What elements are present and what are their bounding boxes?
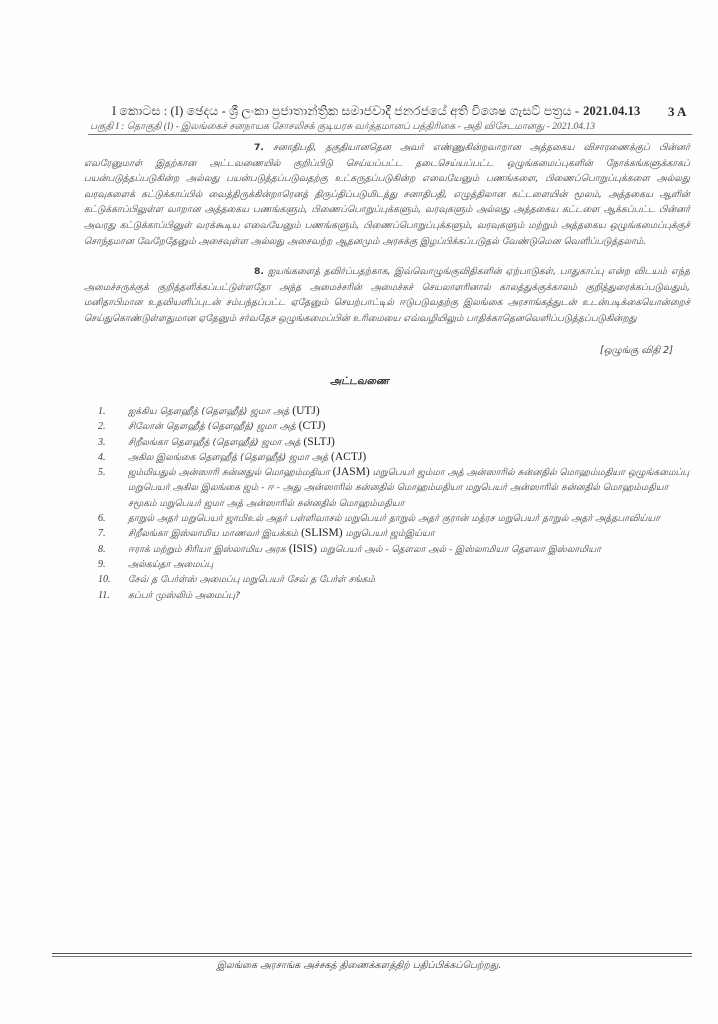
item-abbreviation: (UTJ) [292, 405, 320, 417]
schedule-item [98, 419, 698, 434]
item-number: 8. [98, 543, 106, 555]
printer-note: இலங்கை அரசாங்க அச்சகத் திணைக்களத்திற் பதிப்பிக்கப்பெற்றது. [216, 960, 502, 971]
item-abbreviation: (ACTJ) [331, 450, 367, 463]
item-number: 2. [98, 421, 106, 433]
footer-divider [52, 953, 692, 954]
item-aliases: மறுபெயர் ஜம்மா அத் அன்ஸாரில் சுன்னதில் மொஹம்மதியா ஒழுங்கமைப்பு மறுபெயர் அகில இலங்கை ஜம் - ஈ - அது அன்ஸாரில் சுன்னதில் மொஹம்மதியா மறுபெயர் அன்ஸாரில் சுன்னதில் மொஹம்மதியா சமூகம் மறுபெயர் ஜமா அத் அன்ஸாரில் சுன்னதில் மொஹம்மதியா [128, 467, 690, 509]
item-name: அல்கய்தா அமைப்பு [128, 558, 214, 570]
item-number: 1. [98, 406, 106, 417]
item-number: 3. [98, 436, 106, 448]
item-abbreviation: (SLISM) [301, 527, 343, 540]
footer-divider [52, 956, 692, 957]
item-abbreviation: (JASM) [332, 466, 370, 479]
paragraph-text: ஐயங்களைத் தவிர்ப்பதற்காக, இவ்வொழுங்குவிதிகளின் ஏற்பாடுகள், பாதுகாப்பு என்ற விடயம் எந்த அமைச்சருக்குக் குறித்தளிக்கப்பட்டுள்ளதோ அந்த அமைச்சரின் அமைச்சுச் செயலாளரினால் காலத்துக்குக்காலம் குறித்துரைக்கப்படுவதும், மனிதாபிமான உதவியளிப்புடன் சம்பந்தப்பட்ட ஏதேனும் செயற்பாட்டில் ஈடுபடுவதற்கு இலங்கை அரசாங்கத்துடன் உடன்படிக்கையொன்றைச் செய்துகொண்டுள்ளதுமான ஏதேனும் சர்வதேச ஒழுங்கமைப்பின் உரிமையை எவ்வழியிலும் பாதிக்காதெனவெளிப்படுத்தப்படுகின்றது [84, 266, 690, 324]
item-name: ஈராக் மற்றும் சிரியா இஸ்லாமிய அரசு [128, 543, 286, 555]
item-name: ஐக்கிய தௌஹீத் (தௌஹீத்) ஜமா அத் [128, 406, 290, 417]
paragraph-text: சனாதிபதி, தகுதியானதென அவர் எண்ணுகின்றவாறான அத்தகைய விசாரணைக்குப் பின்னர் எவரேனுமாள் இதற்கான அட்டவணையில் குறிப்பிடு செய்யப்பட்ட தடைசெய்யப்பட்ட ஒழுங்கமைப்புகளின் நோக்கங்களுக்காகப் பயன்படுத்தப்படுகின்ற அல்லது பயன்படுத்தப்படுவதற்கு உட்கருதப்படுகின்ற எவையேனும் பணங்களை, பிணைப்பொறுப்புக்களை அல்லது வரவுகளைக் கட்டுக்காப்பில் வைத்திருக்கின்றாரெனத் திருப்திப்படுமிடத்து சனாதிபதி, எழுத்திலான கட்டளையின் மூலம், அத்தகைய ஆளின் கட்டுக்காப்பிலுள்ள வாறான அத்தகைய பணங்களும், பிணைப்பொறுப்புக்களும், வரவுகளும் அல்லது அத்தகைய கட்டளை ஆக்கப்பட்ட பின்னர் அவரது கட்டுக்காப்பினுள் வரக்கூடிய எவையேனும் பணங்களும், பிணைப்பொறுப்புக்களும், வரவுகளும் மற்றும் அத்தகைய ஒழுங்கமைப்புக்குச் சொந்தமான வேறேதேனும் அசைவுள்ள அல்லது அசைவற்ற ஆதனமும் அரசுக்கு இழப்பிக்கப்படுதல் வேண்டுமென வெளிப்படுத்தலாம். [84, 142, 690, 247]
paragraph-7 [84, 140, 690, 249]
item-name: ஜம்மியதுல் அன்ஸாரி சுன்னதுல் மொஹம்மதியா [128, 467, 330, 479]
item-number: 9. [98, 558, 106, 570]
schedule-item [98, 542, 698, 557]
item-number: 5. [98, 467, 106, 479]
schedule-list [98, 404, 698, 603]
schedule-item [98, 511, 698, 526]
item-name: தாறுல் அதர் மறுபெயர் ஜாமிஉல் அதர் பள்ளிவாசல் மறுபெயர் தாறுல் அதர் குரான் மத்ரச மறுபெயர் தாறுல் அதர் அத்தபாவிய்யா [128, 513, 661, 525]
item-number: 10. [98, 574, 111, 586]
item-aliases: மறுபெயர் அல் - தௌலா அல் - இஸ்லாமியா தௌலா இஸ்லாமியா [319, 543, 601, 555]
header-date: 2021.04.13 [583, 104, 641, 118]
header-divider [88, 134, 692, 135]
schedule-title: அட்டவணை [330, 376, 389, 387]
gazette-header-tamil: பகுதி I : தொகுதி (I) - இலங்கைச் சனநாயக சோசலிசக் குடியரசு வர்த்தமானப் பத்திரிகை - அதி விசேடமானது - 2021.04.13 [90, 122, 596, 132]
item-number: 7. [98, 528, 106, 540]
schedule-item [98, 450, 698, 465]
item-name: சேவ் த பேர்ள்ஸ் அமைப்பு மறுபெயர் சேவ் த பேர்ள் சங்கம் [128, 574, 376, 586]
page-number: 3 A [668, 104, 687, 119]
schedule-item [98, 572, 698, 587]
regulation-reference: [ஒழுங்கு விதி 2] [600, 345, 673, 356]
item-number: 4. [98, 451, 106, 463]
item-name: சுப்பர் முஸ்லிம் அமைப்பு? [128, 589, 240, 601]
schedule-item [98, 557, 698, 572]
schedule-item [98, 588, 698, 603]
paragraph-number: 7. [254, 142, 264, 153]
item-name: அகில இலங்கை தௌஹீத் (தௌஹீத்) ஜமா அத் [128, 451, 329, 463]
gazette-header-sinhala [112, 104, 672, 119]
paragraph-8 [84, 264, 690, 326]
item-aliases: மறுபெயர் ஜம்இய்யா [345, 528, 435, 540]
schedule-item [98, 435, 698, 450]
item-abbreviation: (CTJ) [298, 420, 326, 433]
item-abbreviation: (ISIS) [288, 542, 317, 555]
schedule-item [98, 404, 698, 419]
header-title: I කොටස : (I) ඡෙදය - ශ්‍රී ලංකා ප්‍රජාතාන්ත්‍රික සමාජවාදී ජනරජයේ අති විශෙෂ ගැසට් පත්‍රය - [112, 104, 580, 118]
item-name: சிறீலங்கா தௌஹீத் (தௌஹீத்) ஜமா அத் [128, 436, 301, 448]
schedule-item [98, 465, 698, 511]
item-abbreviation: (SLTJ) [303, 435, 335, 448]
item-number: 11. [98, 589, 110, 601]
schedule-item [98, 526, 698, 541]
item-number: 6. [98, 513, 106, 525]
item-name: சிலோன் தௌஹீத் (தௌஹீத்) ஜமா அத் [128, 421, 296, 433]
paragraph-number: 8. [254, 266, 264, 277]
item-name: சிறீலங்கா இஸ்லாமிய மாணவர் இயக்கம் [128, 528, 299, 540]
